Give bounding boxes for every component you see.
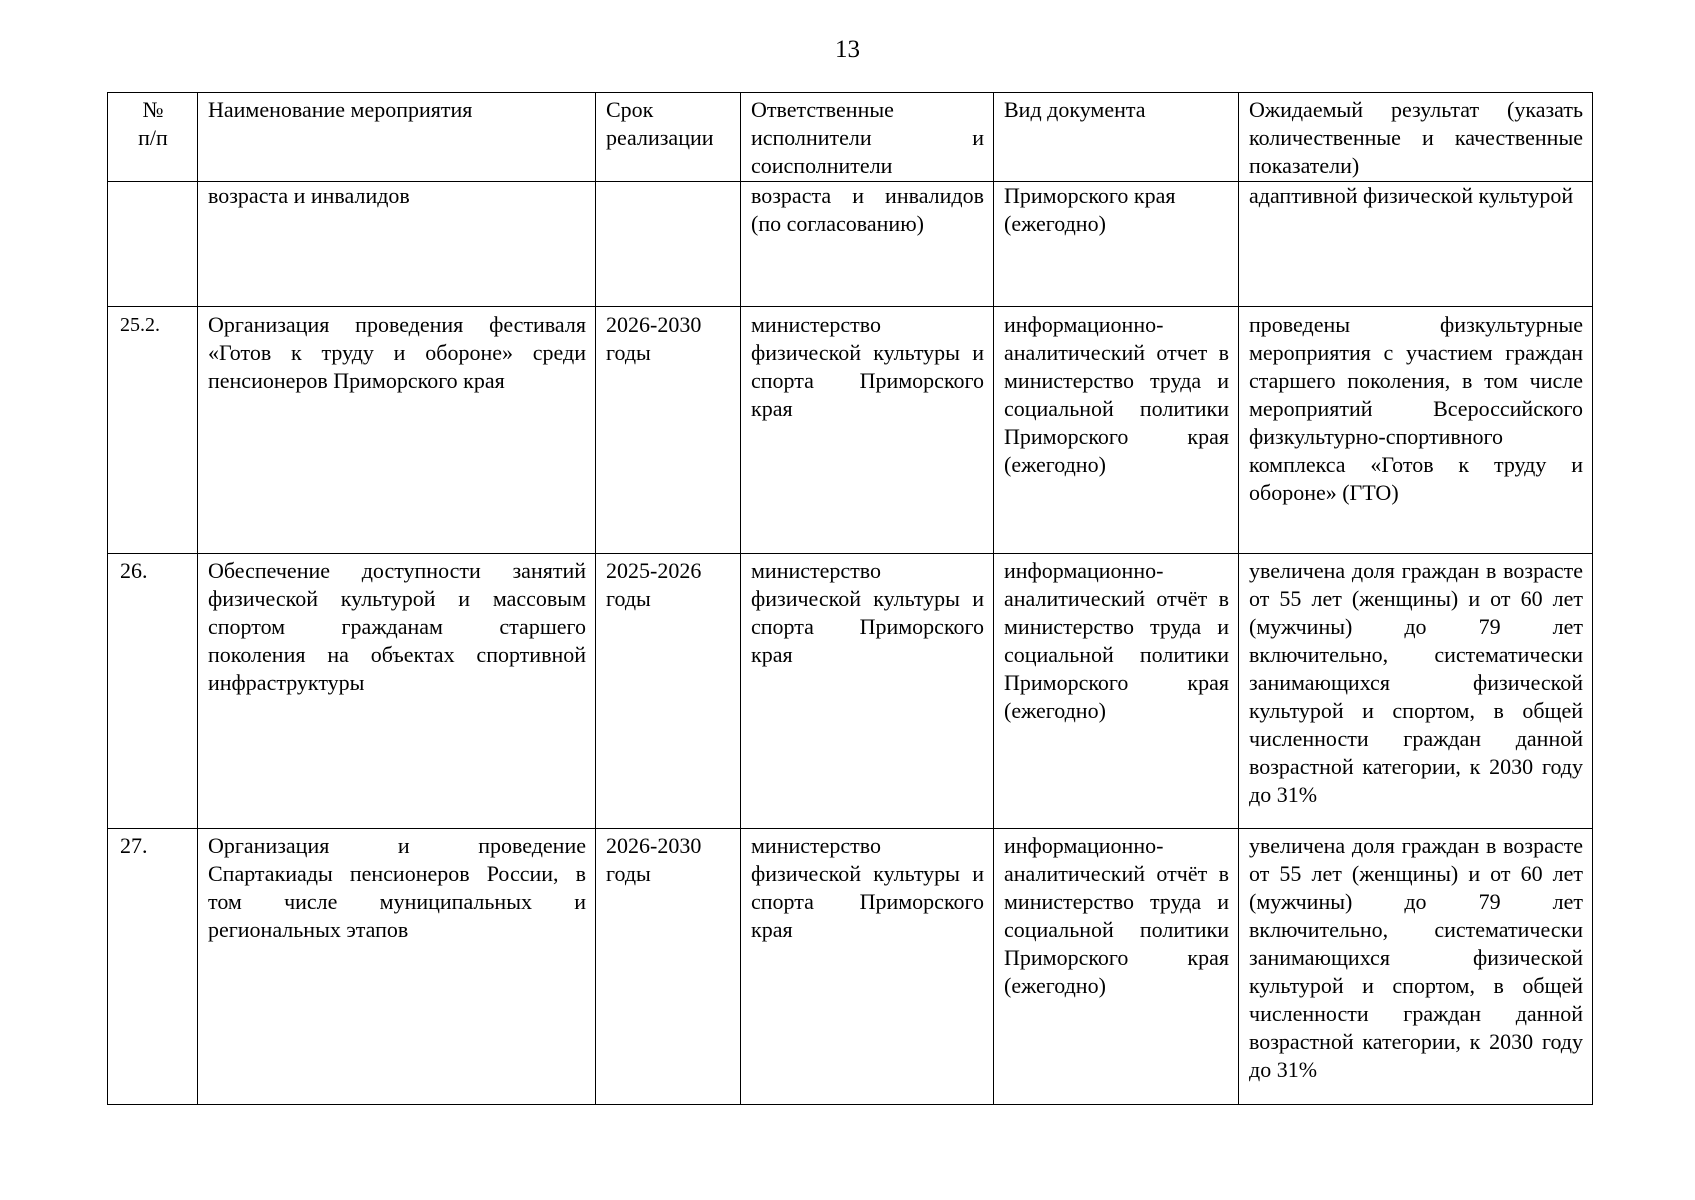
row-event-name: Обеспечение доступности занятий физической культурой и массовым спортом гражданам старшего поколения на объектах спортивной инфраструктуры bbox=[198, 554, 596, 829]
header-expected-result: Ожидаемый результат (указать количественные и качественные показатели) bbox=[1239, 93, 1593, 182]
row-term: 2026-2030 годы bbox=[596, 829, 741, 1105]
header-number: № п/п bbox=[108, 93, 198, 182]
row-document-type: информационно-аналитический отчёт в министерство труда и социальной политики Приморского края (ежегодно) bbox=[994, 829, 1239, 1105]
table-row bbox=[108, 829, 1593, 1105]
header-document-type: Вид документа bbox=[994, 93, 1239, 182]
row-term: 2025-2026 годы bbox=[596, 554, 741, 829]
row-term bbox=[596, 182, 741, 307]
row-number bbox=[108, 182, 198, 307]
row-document-type: информационно-аналитический отчет в министерство труда и социальной политики Приморского края (ежегодно) bbox=[994, 307, 1239, 554]
table-header-row bbox=[108, 93, 1593, 182]
page-number: 13 bbox=[835, 36, 860, 63]
row-number: 25.2. bbox=[108, 307, 198, 554]
row-event-name: Организация проведения фестиваля «Готов к труду и обороне» среди пенсионеров Приморского края bbox=[198, 307, 596, 554]
row-executors: возраста и инвалидов (по согласованию) bbox=[741, 182, 994, 307]
row-executors: министерство физической культуры и спорта Приморского края bbox=[741, 554, 994, 829]
row-event-name: Организация и проведение Спартакиады пенсионеров России, в том числе муниципальных и региональных этапов bbox=[198, 829, 596, 1105]
row-expected-result: увеличена доля граждан в возрасте от 55 лет (женщины) и от 60 лет (мужчины) до 79 лет включительно, систематически занимающихся физической культурой и спортом, в общей численности граждан данной возрастной категории, к 2030 году до 31% bbox=[1239, 829, 1593, 1105]
header-event-name: Наименование мероприятия bbox=[198, 93, 596, 182]
table-row bbox=[108, 554, 1593, 829]
row-expected-result: адаптивной физической культурой bbox=[1239, 182, 1593, 307]
row-executors: министерство физической культуры и спорта Приморского края bbox=[741, 307, 994, 554]
row-expected-result: увеличена доля граждан в возрасте от 55 лет (женщины) и от 60 лет (мужчины) до 79 лет включительно, систематически занимающихся физической культурой и спортом, в общей численности граждан данной возрастной категории, к 2030 году до 31% bbox=[1239, 554, 1593, 829]
row-term: 2026-2030 годы bbox=[596, 307, 741, 554]
row-expected-result: проведены физкультурные мероприятия с участием граждан старшего поколения, в том числе мероприятий Всероссийского физкультурно-спортивного комплекса «Готов к труду и обороне» (ГТО) bbox=[1239, 307, 1593, 554]
row-executors: министерство физической культуры и спорта Приморского края bbox=[741, 829, 994, 1105]
header-term: Срок реализации bbox=[596, 93, 741, 182]
row-number: 27. bbox=[108, 829, 198, 1105]
header-executors: Ответственные исполнители и соисполнители bbox=[741, 93, 994, 182]
row-number: 26. bbox=[108, 554, 198, 829]
row-event-name: возраста и инвалидов bbox=[198, 182, 596, 307]
row-document-type: Приморского края (ежегодно) bbox=[994, 182, 1239, 307]
table-row bbox=[108, 182, 1593, 307]
table-row bbox=[108, 307, 1593, 554]
row-document-type: информационно-аналитический отчёт в министерство труда и социальной политики Приморского края (ежегодно) bbox=[994, 554, 1239, 829]
events-table bbox=[107, 92, 1593, 1105]
